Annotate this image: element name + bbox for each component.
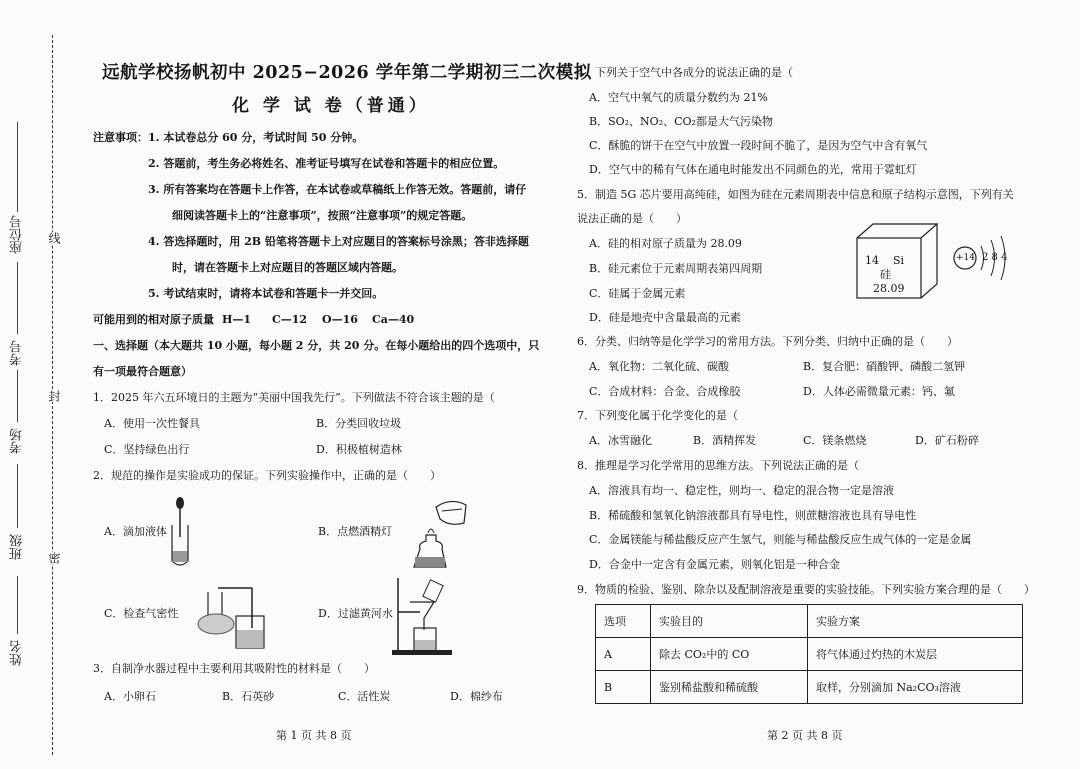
q2-option-c[interactable]: C．检查气密性 — [104, 607, 179, 620]
si-electron-shells: 2 8 4 — [982, 252, 1008, 263]
seat-number-blank[interactable] — [17, 122, 18, 212]
q5-stem: 5．制造 5G 芯片要用高纯硅，如图为硅在元素周期表中信息和原子结构示意图，下列有关 — [577, 188, 1014, 201]
q5-option-a[interactable]: A．硅的相对原子质量为 28.09 — [589, 237, 742, 250]
row-b-purpose: 鉴别稀盐酸和稀硫酸 — [651, 671, 808, 704]
filtration-figure — [390, 572, 462, 658]
alcohol-lamp-figure — [406, 497, 476, 577]
q4-option-d[interactable]: D．空气中的稀有气体在通电时能发出不同颜色的光，常用于霓虹灯 — [589, 163, 917, 176]
si-nucleus-charge: +14 — [956, 253, 975, 263]
seat-number-label: 座位号 — [10, 215, 25, 254]
q8-option-a[interactable]: A．溶液具有均一、稳定性，则均一、稳定的混合物一定是溶液 — [589, 484, 894, 497]
q8-option-d[interactable]: D．合金中一定含有金属元素，则氧化铝是一种合金 — [589, 558, 840, 571]
q2-option-a[interactable]: A．滴加液体 — [104, 525, 167, 538]
section1-heading-cont: 有一项最符合题意） — [93, 365, 192, 378]
si-symbol: Si — [893, 254, 905, 267]
q7-stem: 7．下列变化属于化学变化的是（ — [577, 409, 738, 422]
q1-option-a[interactable]: A．使用一次性餐具 — [104, 417, 200, 430]
row-a-option: A — [596, 638, 651, 671]
atomic-mass-label: 可能用到的相对原子质量 — [93, 313, 214, 326]
exam-number-label: 考号 — [10, 340, 25, 366]
q4-option-c[interactable]: C．酥脆的饼干在空气中放置一段时间不脆了，是因为空气中含有氧气 — [589, 139, 928, 152]
q5-option-d[interactable]: D．硅是地壳中含量最高的元素 — [589, 311, 741, 324]
row-b-plan: 取样，分别滴加 Na₂CO₃溶液 — [808, 671, 1023, 704]
atomic-mass-c: C—12 — [272, 313, 308, 326]
table-header-row — [596, 605, 1023, 638]
q4-option-a[interactable]: A．空气中氧气的质量分数约为 21% — [589, 91, 768, 104]
q5-option-c[interactable]: C．硅属于金属元素 — [589, 287, 686, 300]
q2-option-d[interactable]: D．过滤黄河水 — [318, 607, 393, 620]
q5-option-b[interactable]: B．硅元素位于元素周期表第四周期 — [589, 262, 763, 275]
seal-mark-xian: 线 — [47, 232, 61, 244]
q6-option-d[interactable]: D．人体必需微量元素：钙、氟 — [803, 385, 955, 398]
class-blank[interactable] — [17, 464, 18, 528]
dropper-test-tube-figure — [160, 497, 200, 569]
q3-option-d[interactable]: D．棉纱布 — [450, 690, 503, 703]
q3-option-a[interactable]: A．小卵石 — [104, 690, 156, 703]
exam-room-blank[interactable] — [17, 370, 18, 422]
note-4a: 4. 答选择题时，用 2B 铅笔将答题卡上对应题目的答案标号涂黑；答非选择题 — [148, 235, 529, 248]
airtightness-check-figure — [190, 578, 268, 656]
si-name: 硅 — [880, 268, 891, 281]
q9-table — [595, 604, 1023, 704]
q6-stem: 6．分类、归纳等是化学学习的常用方法。下列分类、归纳中正确的是（ ） — [577, 335, 958, 348]
header-purpose: 实验目的 — [651, 605, 808, 638]
row-b-option: B — [596, 671, 651, 704]
exam-title: 远航学校扬帆初中 2025−2026 学年第二学期初三二次模拟 — [102, 63, 592, 83]
q8-option-b[interactable]: B．稀硫酸和氢氧化钠溶液都具有导电性，则蔗糖溶液也具有导电性 — [589, 509, 917, 522]
q1-option-b[interactable]: B．分类回收垃圾 — [316, 417, 402, 430]
table-row — [596, 671, 1023, 704]
q3-option-c[interactable]: C．活性炭 — [338, 690, 391, 703]
header-option: 选项 — [596, 605, 651, 638]
row-a-purpose: 除去 CO₂中的 CO — [651, 638, 808, 671]
header-plan: 实验方案 — [808, 605, 1023, 638]
q4-option-b[interactable]: B．SO₂、NO₂、CO₂都是大气污染物 — [589, 115, 773, 128]
q1-option-d[interactable]: D．积极植树造林 — [316, 443, 402, 456]
row-a-plan: 将气体通过灼热的木炭层 — [808, 638, 1023, 671]
note-2: 2. 答题前，考生务必将姓名、准考证号填写在试卷和答题卡的相应位置。 — [148, 157, 505, 170]
atomic-mass-ca: Ca—40 — [372, 313, 415, 326]
note-3a: 3. 所有答案均在答题卡上作答，在本试卷或草稿纸上作答无效。答题前，请仔 — [148, 183, 527, 196]
atomic-mass-h: H—1 — [222, 313, 252, 326]
exam-number-blank[interactable] — [17, 262, 18, 334]
si-atomic-number: 14 — [865, 254, 879, 267]
notes-label: 注意事项： — [93, 131, 148, 144]
q7-option-a[interactable]: A．冰雪融化 — [589, 434, 652, 447]
note-4b: 时，请在答题卡上对应题目的答题区域内答题。 — [172, 261, 403, 274]
seal-mark-mi: 密 — [47, 552, 61, 564]
q7-option-c[interactable]: C．镁条燃烧 — [803, 434, 867, 447]
q6-option-a[interactable]: A．氧化物：二氧化硫、碳酸 — [589, 360, 729, 373]
q1-stem: 1．2025 年六五环境日的主题为“美丽中国我先行”。下列做法不符合该主题的是（ — [93, 391, 495, 404]
exam-room-label: 考场 — [10, 428, 25, 454]
q3-stem: 3．自制净水器过程中主要利用其吸附性的材料是（ ） — [93, 662, 375, 675]
q2-option-b[interactable]: B．点燃酒精灯 — [318, 525, 393, 538]
name-blank[interactable] — [17, 576, 18, 634]
atomic-mass-o: O—16 — [322, 313, 358, 326]
class-label: 班级 — [10, 534, 25, 560]
si-mass: 28.09 — [873, 282, 905, 295]
seal-mark-feng: 封 — [47, 390, 61, 402]
exam-subtitle: 化 学 试 卷（普通） — [232, 96, 430, 116]
q9-stem: 9．物质的检验、鉴别、除杂以及配制溶液是重要的实验技能。下列实验方案合理的是（ ） — [577, 583, 1035, 596]
note-1: 1. 本试卷总分 60 分，考试时间 50 分钟。 — [148, 131, 364, 144]
q6-option-b[interactable]: B．复合肥：硝酸钾、磷酸二氢钾 — [803, 360, 966, 373]
q1-option-c[interactable]: C．坚持绿色出行 — [104, 443, 190, 456]
section1-heading: 一、选择题（本大题共 10 小题，每小题 2 分，共 20 分。在每小题给出的四个选项中，只 — [93, 339, 540, 352]
q6-option-c[interactable]: C．合成材料：合金、合成橡胶 — [589, 385, 741, 398]
q3-option-b[interactable]: B．石英砂 — [222, 690, 275, 703]
page-number-left: 第 1 页 共 8 页 — [276, 729, 352, 742]
q8-option-c[interactable]: C．金属镁能与稀盐酸反应产生氢气，则能与稀盐酸反应生成气体的一定是金属 — [589, 533, 972, 546]
table-row — [596, 638, 1023, 671]
name-label: 姓名 — [10, 640, 25, 666]
page-number-right: 第 2 页 共 8 页 — [767, 729, 843, 742]
q2-stem: 2．规范的操作是实验成功的保证。下列实验操作中，正确的是（ ） — [93, 469, 441, 482]
q4-stem: 4．下列关于空气中各成分的说法正确的是（ — [577, 66, 793, 79]
binding-margin — [0, 0, 85, 769]
q7-option-b[interactable]: B．酒精挥发 — [693, 434, 757, 447]
note-3b: 细阅读答题卡上的“注意事项”，按照“注意事项”的规定答题。 — [172, 209, 473, 222]
q8-stem: 8．推理是学习化学常用的思维方法。下列说法正确的是（ — [577, 459, 859, 472]
q7-option-d[interactable]: D．矿石粉碎 — [915, 434, 979, 447]
q5-stem-cont: 说法正确的是（ ） — [577, 212, 687, 225]
note-5: 5. 考试结束时，请将本试卷和答题卡一并交回。 — [148, 287, 384, 300]
